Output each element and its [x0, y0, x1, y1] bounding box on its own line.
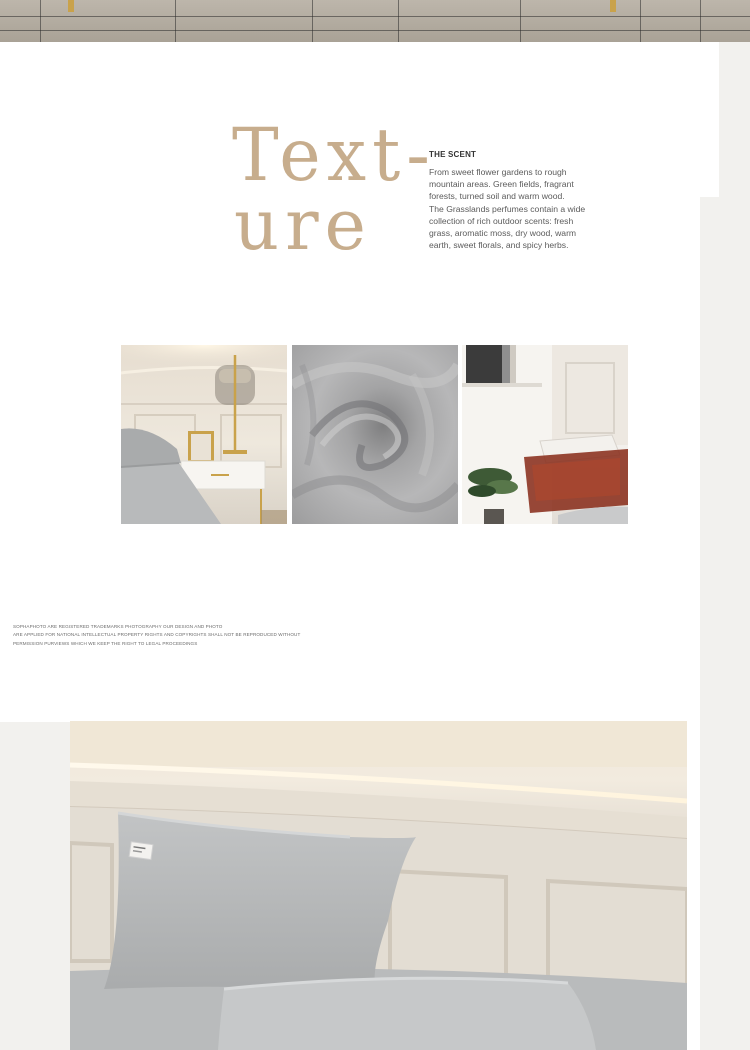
bedroom-scene: [70, 721, 687, 1050]
fabric-folds: [292, 345, 458, 524]
scent-line: grass, aromatic moss, dry wood, warm: [429, 228, 577, 239]
bedroom-pillows-photo: [70, 721, 687, 1050]
scent-heading: THE SCENT: [429, 150, 477, 159]
scent-line: earth, sweet florals, and spicy herbs.: [429, 240, 569, 251]
texture-title: [232, 111, 436, 266]
left-margin-strip: [0, 721, 70, 1050]
legal-line: PERMISSION PURVIEWS WHICH WE KEEP THE RIGHT TO LEGAL PROCEEDINGS: [13, 640, 198, 646]
grey-fabric-swirl-photo: [292, 345, 458, 524]
scent-line: collection of rich outdoor scents: fresh: [429, 215, 574, 226]
legal-line: SOPHAPHOTO ARE REGISTERED TRADEMARKS PHOTOGRAPHY OUR DESIGN AND PHOTO: [13, 624, 223, 629]
shelf-scene: [462, 345, 628, 524]
bookshelf-side-table-photo: [462, 345, 628, 524]
rug-photo-strip: [0, 0, 750, 42]
right-margin-strip: [719, 42, 750, 197]
title-line-2: ure: [234, 184, 372, 266]
bedside-scene: [121, 345, 287, 524]
scent-line: forests, turned soil and warm wood.: [429, 191, 565, 202]
right-margin-strip: [700, 197, 750, 1050]
furniture-leg: [610, 0, 616, 12]
furniture-leg: [68, 0, 74, 12]
bedside-table-lamp-photo: [121, 345, 287, 524]
scent-line: From sweet flower gardens to rough: [429, 167, 567, 177]
scent-block: [429, 150, 609, 251]
legal-notice: [13, 623, 313, 648]
title-line-1: Text-: [232, 111, 436, 199]
pillow-label-tag: [129, 842, 153, 860]
scent-line: The Grasslands perfumes contain a wide: [429, 203, 586, 214]
legal-line: ARE APPLIED FOR NATIONAL INTELLECTUAL PROPERTY RIGHTS AND COPYRIGHTS SHALL NOT BE REPRODUCED WITHOUT: [13, 632, 301, 638]
scent-line: mountain areas. Green fields, fragrant: [429, 179, 574, 190]
scent-body: [429, 166, 609, 251]
